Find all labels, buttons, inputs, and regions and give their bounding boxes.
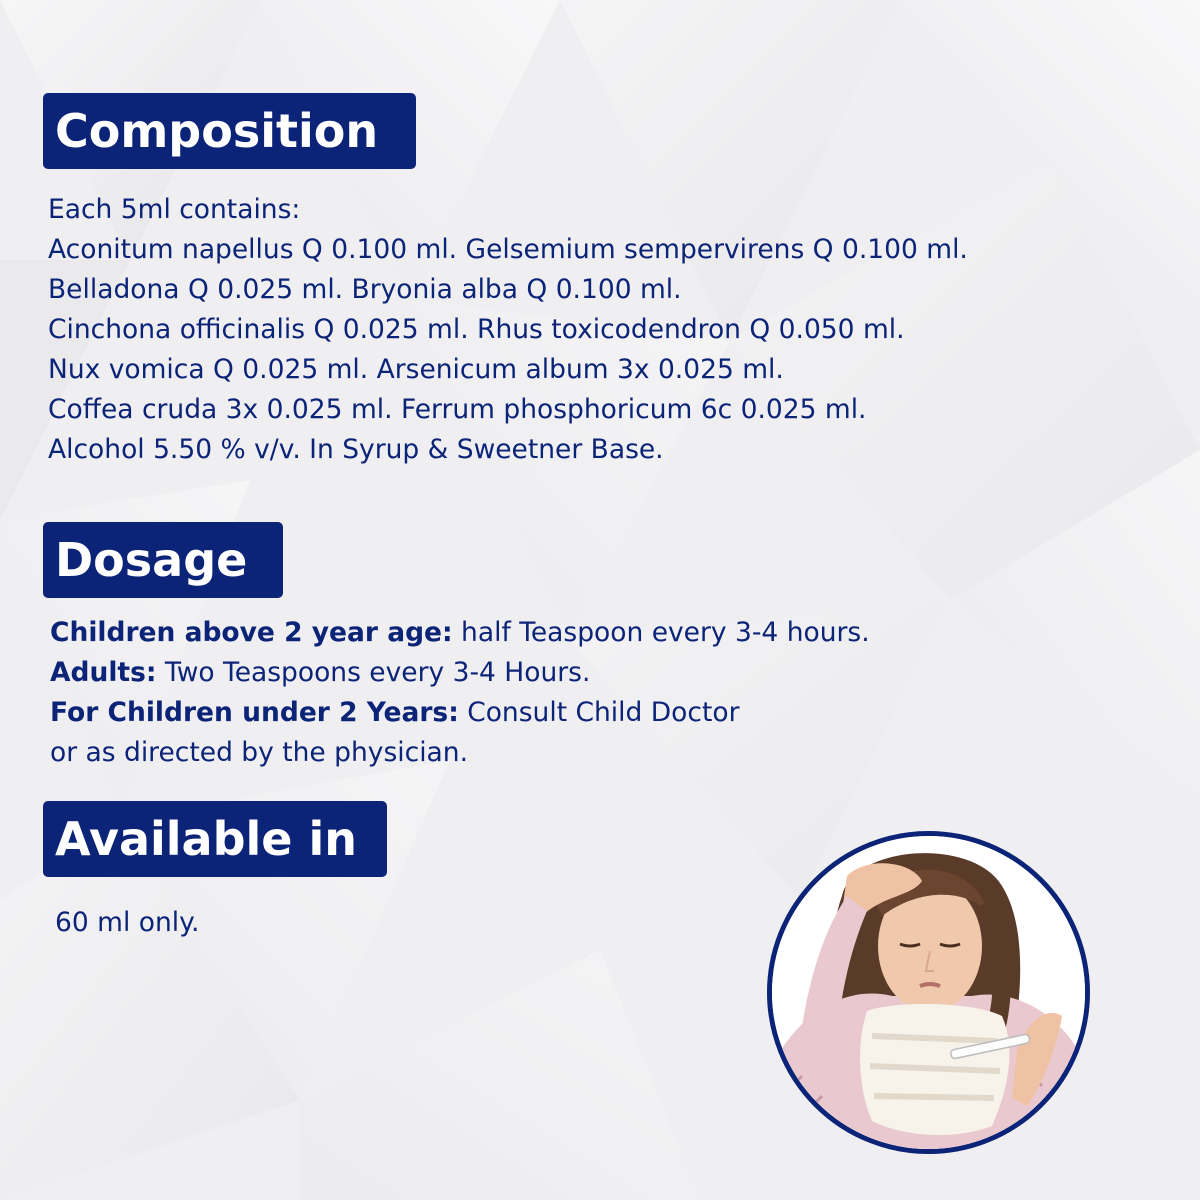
composition-line: Nux vomica Q 0.025 ml. Arsenicum album 3x 0.025 ml.	[48, 354, 784, 385]
composition-line: Aconitum napellus Q 0.100 ml. Gelsemium sempervirens Q 0.100 ml.	[48, 234, 968, 265]
sick-woman-photo	[767, 831, 1090, 1154]
sick-woman-with-thermometer-icon	[772, 836, 1085, 1149]
composition-line: Belladona Q 0.025 ml. Bryonia alba Q 0.100 ml.	[48, 274, 682, 305]
dosage-label: Children above 2 year age:	[50, 617, 453, 648]
dosage-value: half Teaspoon every 3-4 hours.	[452, 617, 870, 648]
composition-heading: Composition	[43, 93, 416, 169]
available-text: 60 ml only.	[55, 907, 200, 938]
dosage-label: Adults:	[50, 657, 157, 688]
composition-line: Alcohol 5.50 % v/v. In Syrup & Sweetner Base.	[48, 434, 664, 465]
dosage-line-adults	[50, 653, 870, 693]
composition-line: Each 5ml contains:	[48, 194, 301, 225]
dosage-heading: Dosage	[43, 522, 283, 598]
dosage-line-physician	[50, 733, 870, 773]
dosage-value: Two Teaspoons every 3-4 Hours.	[156, 657, 591, 688]
available-heading: Available in	[43, 801, 387, 877]
composition-line: Coffea cruda 3x 0.025 ml. Ferrum phosphoricum 6c 0.025 ml.	[48, 394, 867, 425]
dosage-line-under-2	[50, 693, 870, 733]
dosage-value: or as directed by the physician.	[50, 737, 469, 768]
composition-text	[48, 190, 968, 470]
dosage-text	[50, 613, 870, 773]
dosage-value: Consult Child Doctor	[458, 697, 740, 728]
dosage-label: For Children under 2 Years:	[50, 697, 459, 728]
composition-line: Cinchona officinalis Q 0.025 ml. Rhus toxicodendron Q 0.050 ml.	[48, 314, 905, 345]
dosage-line-children	[50, 613, 870, 653]
